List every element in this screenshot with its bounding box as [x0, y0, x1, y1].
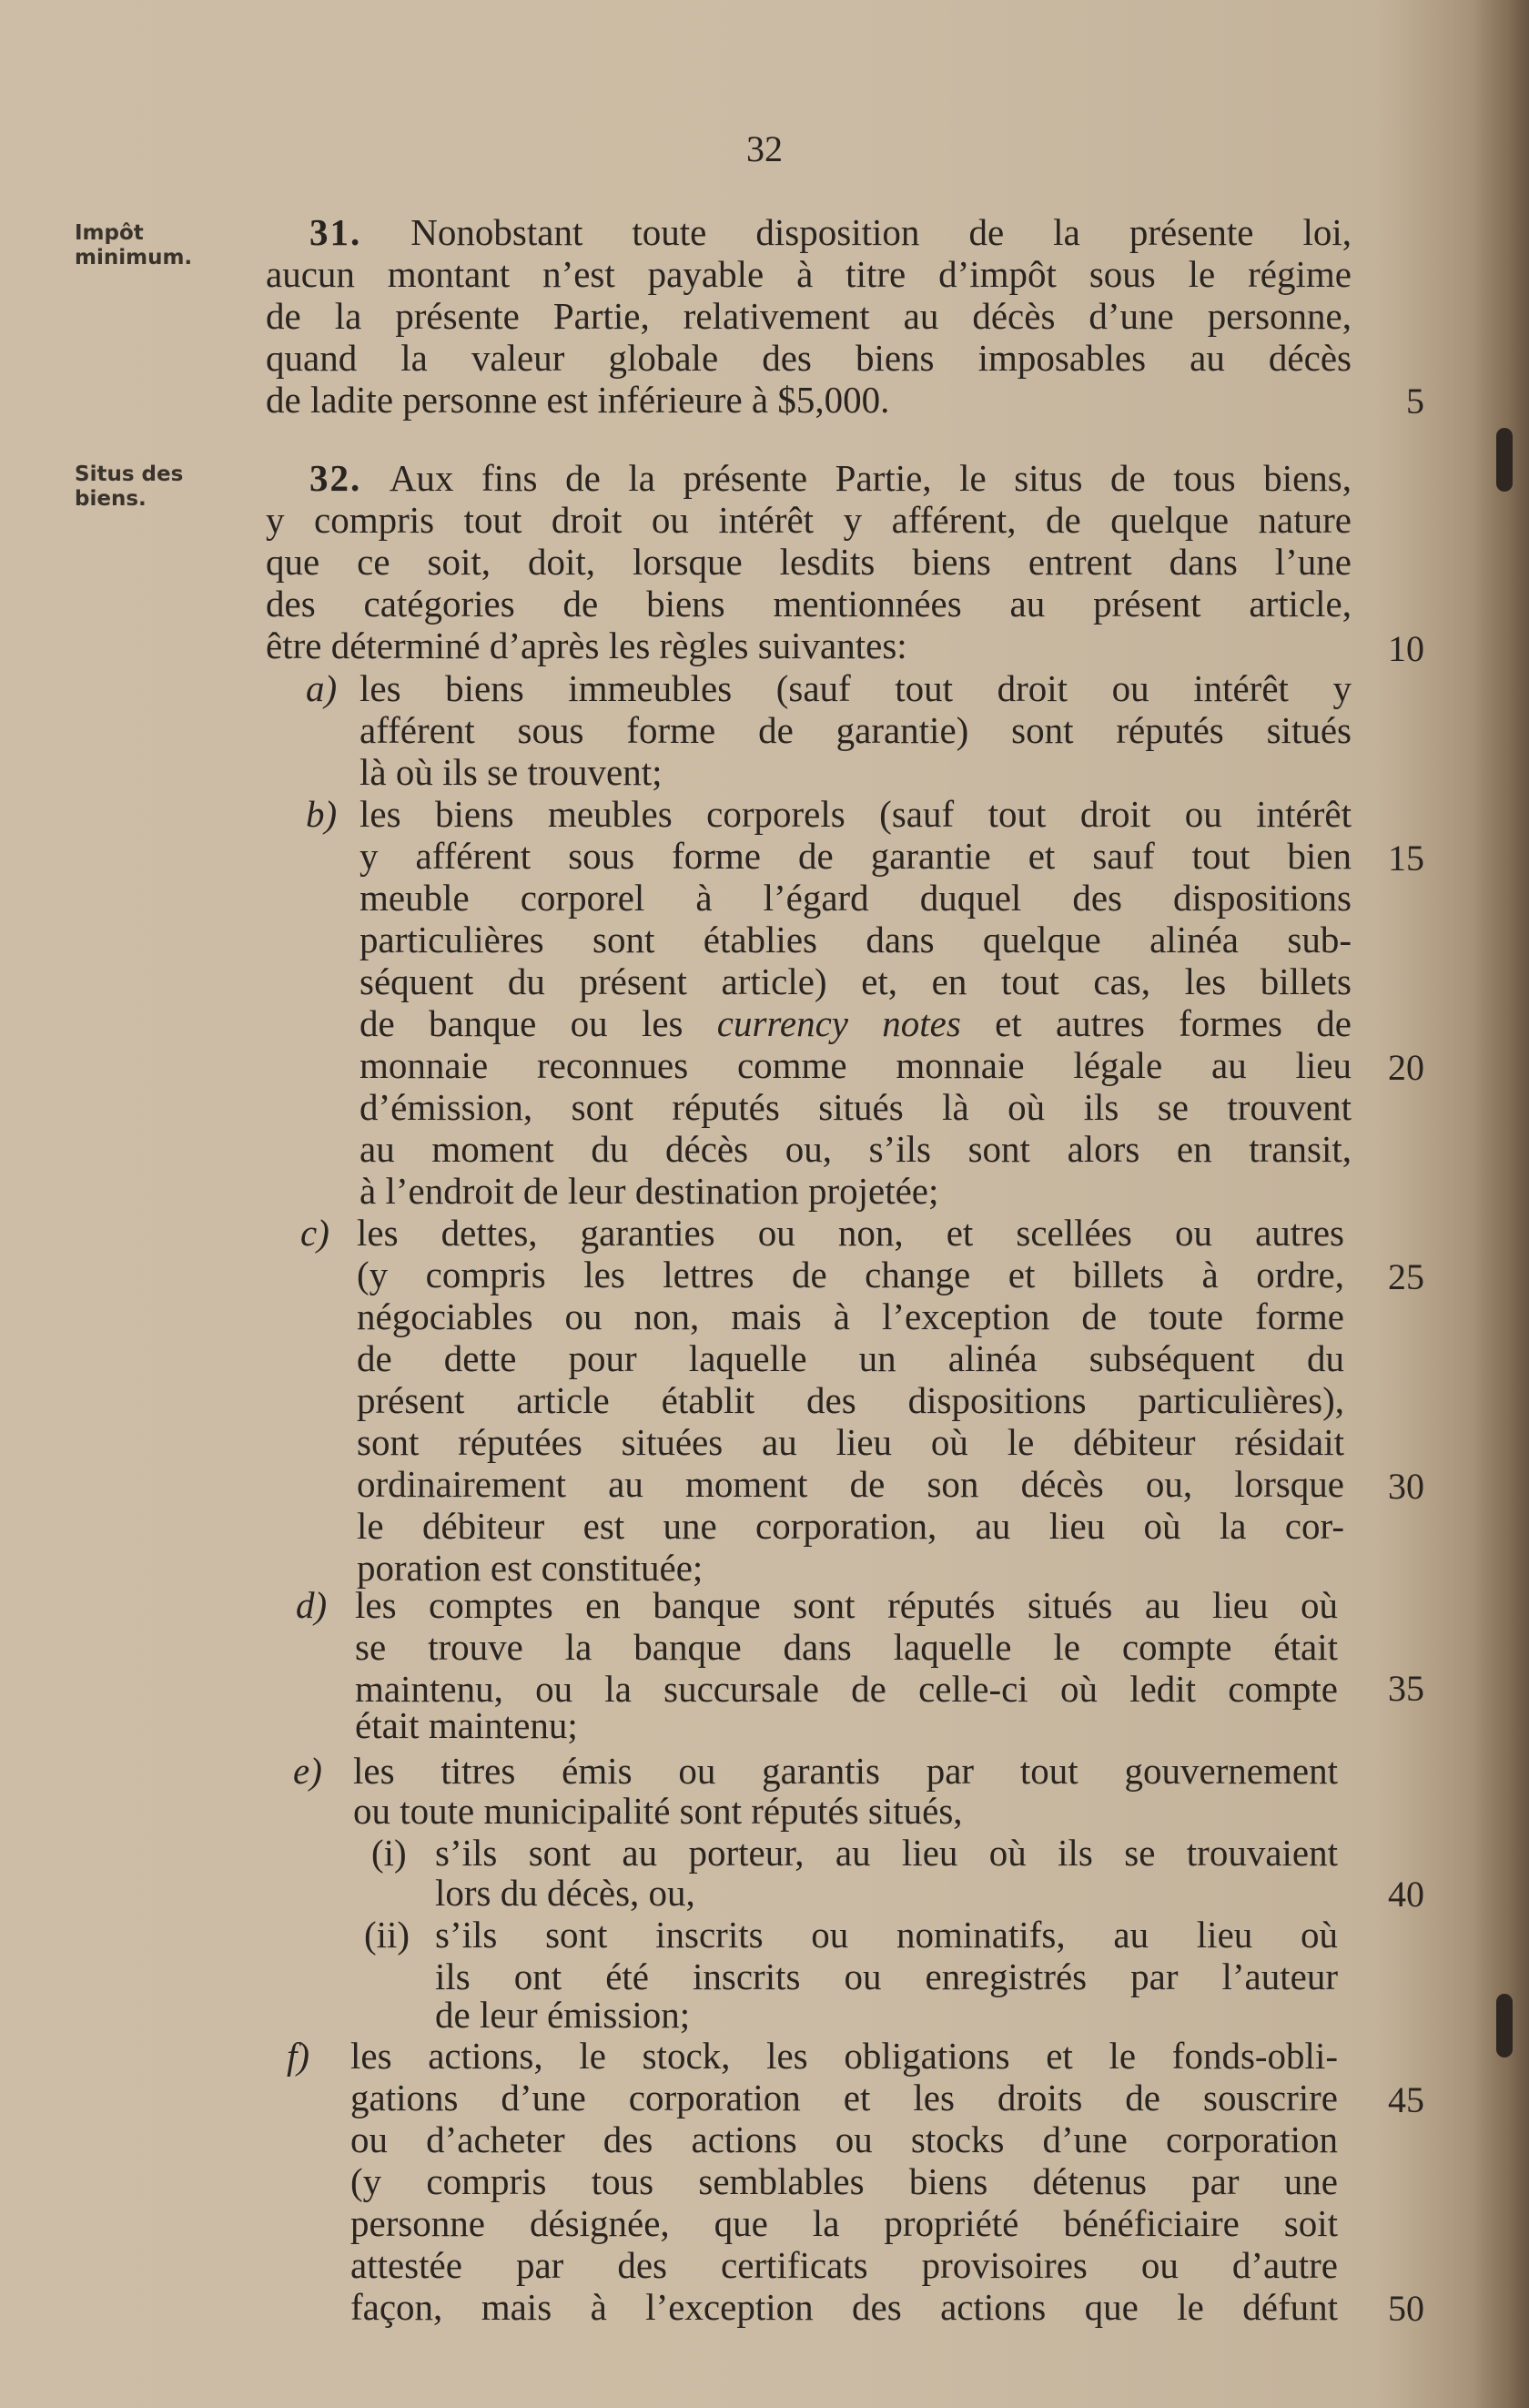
item-f-line: (y compris tous semblables biens détenus par une: [350, 2160, 1338, 2202]
item-b-line: d’émission, sont réputés situés là où ils se trouvent: [359, 1086, 1352, 1128]
section-32-line: être déterminé d’après les règles suivantes:: [266, 625, 907, 666]
item-b-line-currency: de banque ou les currency notes et autres formes de: [359, 1002, 1352, 1044]
item-b-line: monnaie reconnues comme monnaie légale au lieu: [359, 1044, 1352, 1086]
item-f-line: personne désignée, que la propriété bénéficiaire soit: [350, 2202, 1338, 2244]
item-f-line: les actions, le stock, les obligations et le fonds-obli-: [350, 2035, 1338, 2077]
line-number: 50: [1388, 2288, 1424, 2329]
item-d-line: se trouve la banque dans laquelle le compte était: [355, 1626, 1338, 1668]
item-c-line: négociables ou non, mais à l’exception de toute forme: [357, 1295, 1344, 1337]
section-31-number: 31.: [309, 211, 362, 253]
item-b-line: les biens meubles corporels (sauf tout droit ou intérêt: [359, 793, 1352, 835]
item-e-sub-i-label: (i): [371, 1832, 407, 1874]
item-f-line: gations d’une corporation et les droits de souscrire: [350, 2077, 1338, 2118]
item-f-line: ou d’acheter des actions ou stocks d’une corporation: [350, 2118, 1338, 2160]
item-label-b: b): [306, 793, 338, 835]
line-number: 25: [1388, 1256, 1424, 1297]
line-number: 45: [1388, 2079, 1424, 2120]
item-b-line: y afférent sous forme de garantie et sauf tout bien: [359, 835, 1352, 877]
item-d-line: était maintenu;: [355, 1704, 578, 1746]
item-c-line: le débiteur est une corporation, au lieu où la cor-: [357, 1505, 1344, 1547]
section-31-line: de ladite personne est inférieure à $5,000.: [266, 379, 890, 421]
section-32-line: des catégories de biens mentionnées au présent article,: [266, 583, 1352, 625]
item-c-line: les dettes, garanties ou non, et scellées ou autres: [357, 1212, 1344, 1254]
item-c-line: ordinairement au moment de son décès ou, lorsque: [357, 1463, 1344, 1505]
item-b-line: au moment du décès ou, s’ils sont alors en transit,: [359, 1128, 1352, 1170]
item-e-line: ou toute municipalité sont réputés situés,: [353, 1790, 963, 1832]
binding-hole: [1496, 1994, 1513, 2057]
currency-notes-italic: currency notes: [716, 1002, 961, 1044]
line-number: 10: [1388, 628, 1424, 669]
item-c-line: poration est constituée;: [357, 1547, 704, 1589]
item-c-line: présent article établit des dispositions particulières),: [357, 1379, 1344, 1421]
item-a-line: afférent sous forme de garantie) sont réputés situés: [359, 709, 1352, 751]
item-e-sub-ii-line: ils ont été inscrits ou enregistrés par l’auteur: [435, 1956, 1338, 1997]
item-e-sub-ii-label: (ii): [364, 1914, 410, 1956]
item-a-line: là où ils se trouvent;: [359, 751, 663, 793]
item-b-line: à l’endroit de leur destination projetée;: [359, 1170, 939, 1212]
line-number: 40: [1388, 1874, 1424, 1915]
line-number: 20: [1388, 1047, 1424, 1088]
binding-hole: [1496, 428, 1513, 492]
section-31-line-1: 31. Nonobstant toute disposition de la présente loi,: [309, 211, 1352, 253]
section-32-line: y compris tout droit ou intérêt y afférent, de quelque nature: [266, 499, 1352, 541]
item-f-line: façon, mais à l’exception des actions que le défunt: [350, 2286, 1338, 2328]
item-label-f: f): [287, 2035, 310, 2077]
line-number: 15: [1388, 838, 1424, 879]
item-e-sub-i-line: lors du décès, ou,: [435, 1872, 695, 1914]
section-31-line: quand la valeur globale des biens imposables au décès: [266, 337, 1352, 379]
item-e-sub-ii-line: de leur émission;: [435, 1994, 691, 2036]
item-c-line: sont réputées situées au lieu où le débiteur résidait: [357, 1421, 1344, 1463]
line-number: 30: [1388, 1466, 1424, 1507]
page-number: 32: [746, 128, 783, 169]
line-number: 5: [1406, 381, 1424, 422]
item-f-line: attestée par des certificats provisoires ou d’autre: [350, 2244, 1338, 2286]
item-b-line: meuble corporel à l’égard duquel des dispositions: [359, 877, 1352, 919]
item-d-line: maintenu, ou la succursale de celle-ci où ledit compte: [355, 1668, 1338, 1710]
item-d-line: les comptes en banque sont réputés situés au lieu où: [355, 1584, 1338, 1626]
item-e-sub-i-line: s’ils sont au porteur, au lieu où ils se trouvaient: [435, 1832, 1338, 1874]
section-31-line: de la présente Partie, relativement au décès d’une personne,: [266, 295, 1352, 337]
item-e-sub-ii-line: s’ils sont inscrits ou nominatifs, au lieu où: [435, 1914, 1338, 1956]
item-label-d: d): [296, 1584, 328, 1626]
line-number: 35: [1388, 1668, 1424, 1709]
item-label-c: c): [300, 1212, 329, 1254]
item-c-line: de dette pour laquelle un alinéa subséquent du: [357, 1337, 1344, 1379]
item-label-e: e): [293, 1750, 322, 1792]
section-32-line-1: 32. Aux fins de la présente Partie, le situs de tous biens,: [309, 457, 1352, 499]
item-b-line: particulières sont établies dans quelque alinéa sub-: [359, 919, 1352, 960]
item-label-a: a): [306, 667, 338, 709]
section-32-line: que ce soit, doit, lorsque lesdits biens entrent dans l’une: [266, 541, 1352, 583]
item-e-line: les titres émis ou garantis par tout gouvernement: [353, 1750, 1338, 1792]
item-c-line: (y compris les lettres de change et billets à ordre,: [357, 1254, 1344, 1295]
section-32-number: 32.: [309, 457, 362, 499]
item-b-line: séquent du présent article) et, en tout cas, les billets: [359, 960, 1352, 1002]
section-31-line: aucun montant n’est payable à titre d’impôt sous le régime: [266, 253, 1352, 295]
margin-note-situs: Situs des biens.: [75, 462, 184, 511]
item-a-line: les biens immeubles (sauf tout droit ou intérêt y: [359, 667, 1352, 709]
margin-note-minimum-tax: Impôt minimum.: [75, 221, 193, 269]
